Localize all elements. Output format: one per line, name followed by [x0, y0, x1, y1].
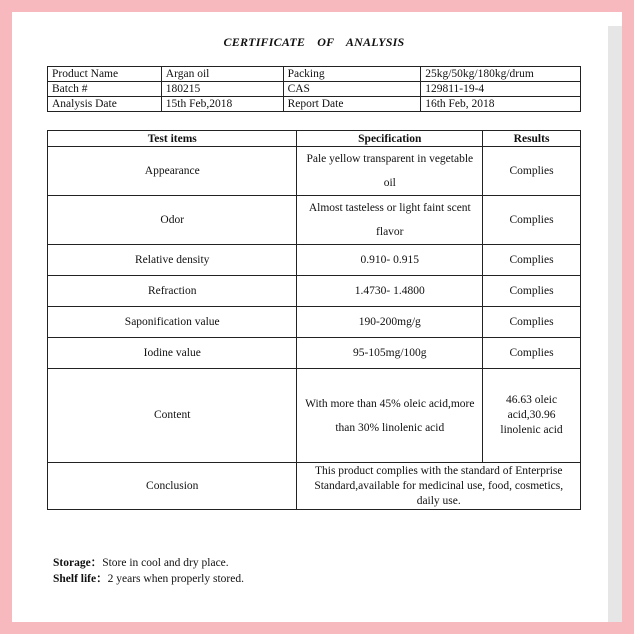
table-header-row — [48, 131, 581, 147]
conclusion-text: This product complies with the standard of Enterprise Standard,available for medicinal use, food, cosmetics, daily use. — [297, 463, 581, 510]
table-row — [48, 196, 581, 245]
document-page — [12, 12, 622, 622]
document-title: CERTIFICATE OF ANALYSIS — [223, 35, 405, 49]
table-row — [48, 245, 581, 276]
test-item: Odor — [48, 196, 297, 245]
specification: 95-105mg/100g — [297, 338, 483, 369]
info-label: CAS — [283, 82, 421, 97]
specification: 0.910- 0.915 — [297, 245, 483, 276]
test-item: Relative density — [48, 245, 297, 276]
page-scroll-edge — [608, 26, 622, 622]
analysis-table — [47, 130, 581, 510]
result: Complies — [483, 245, 581, 276]
specification: 190-200mg/g — [297, 307, 483, 338]
shelf-life-line — [53, 571, 244, 587]
storage-label: Storage： — [53, 557, 103, 569]
table-row — [48, 67, 581, 82]
result: Complies — [483, 307, 581, 338]
shelf-life-label: Shelf life： — [53, 573, 108, 585]
info-value: 16th Feb, 2018 — [421, 97, 581, 112]
result: Complies — [483, 147, 581, 196]
header-test-items: Test items — [48, 131, 297, 147]
info-value: 180215 — [161, 82, 283, 97]
test-item: Content — [48, 369, 297, 463]
storage-text: Store in cool and dry place. — [102, 557, 229, 569]
shelf-life-text: 2 years when properly stored. — [107, 573, 244, 585]
result: Complies — [483, 276, 581, 307]
info-value: Argan oil — [161, 67, 283, 82]
result: Complies — [483, 196, 581, 245]
table-row — [48, 307, 581, 338]
table-row — [48, 276, 581, 307]
result: Complies — [483, 338, 581, 369]
info-value: 15th Feb,2018 — [161, 97, 283, 112]
table-row — [48, 82, 581, 97]
specification: 1.4730- 1.4800 — [297, 276, 483, 307]
storage-notes — [53, 555, 244, 587]
info-value: 25kg/50kg/180kg/drum — [421, 67, 581, 82]
info-label: Report Date — [283, 97, 421, 112]
specification: With more than 45% oleic acid,more than 30% linolenic acid — [297, 369, 483, 463]
table-row — [48, 338, 581, 369]
info-label: Product Name — [48, 67, 162, 82]
info-label: Packing — [283, 67, 421, 82]
test-item: Conclusion — [48, 463, 297, 510]
header-specification: Specification — [297, 131, 483, 147]
test-item: Saponification value — [48, 307, 297, 338]
info-label: Analysis Date — [48, 97, 162, 112]
specification: Almost tasteless or light faint scent flavor — [297, 196, 483, 245]
test-item: Iodine value — [48, 338, 297, 369]
info-value: 129811-19-4 — [421, 82, 581, 97]
info-label: Batch # — [48, 82, 162, 97]
header-results: Results — [483, 131, 581, 147]
table-row — [48, 147, 581, 196]
storage-line — [53, 555, 244, 571]
table-row — [48, 463, 581, 510]
test-item: Appearance — [48, 147, 297, 196]
result: 46.63 oleic acid,30.96 linolenic acid — [483, 369, 581, 463]
table-row — [48, 97, 581, 112]
table-row — [48, 369, 581, 463]
product-info-table — [47, 66, 581, 112]
test-item: Refraction — [48, 276, 297, 307]
specification: Pale yellow transparent in vegetable oil — [297, 147, 483, 196]
